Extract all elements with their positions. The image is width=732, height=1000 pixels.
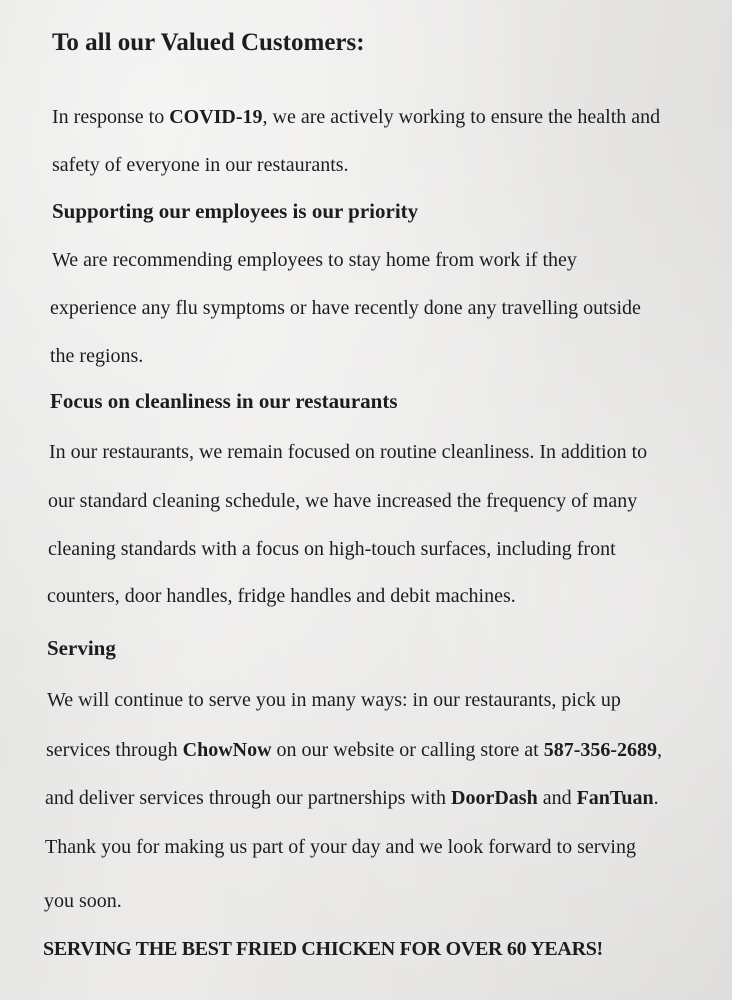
- employees-line-2: experience any flu symptoms or have recently done any travelling outside: [50, 297, 641, 319]
- serving-text: .: [653, 787, 659, 809]
- notice-title: To all our Valued Customers:: [52, 29, 365, 56]
- covid-term: COVID-19: [169, 106, 263, 128]
- store-phone-number: 587-356-2689: [543, 739, 658, 761]
- serving-heading: Serving: [47, 636, 116, 660]
- cleanliness-heading: Focus on cleanliness in our restaurants: [50, 389, 398, 413]
- serving-text: on our website or calling store at: [271, 739, 544, 761]
- intro-line-1: [52, 105, 660, 129]
- slogan: SERVING THE BEST FRIED CHICKEN FOR OVER 60 YEARS!: [43, 938, 603, 960]
- serving-text: ,: [657, 739, 663, 761]
- cleanliness-line-2: our standard cleaning schedule, we have increased the frequency of many: [48, 490, 638, 512]
- cleanliness-line-3: cleaning standards with a focus on high-touch surfaces, including front: [48, 538, 616, 560]
- serving-text: and: [537, 787, 577, 809]
- serving-text: and deliver services through our partnerships with: [45, 787, 452, 809]
- serving-text: services through: [46, 739, 183, 761]
- intro-line-2: safety of everyone in our restaurants.: [52, 154, 349, 176]
- doordash-name: DoorDash: [451, 787, 538, 809]
- chownow-name: ChowNow: [182, 739, 272, 761]
- serving-line-2: [46, 738, 662, 762]
- cleanliness-line-4: counters, door handles, fridge handles and debit machines.: [47, 585, 516, 607]
- intro-text: , we are actively working to ensure the health and: [262, 106, 661, 128]
- serving-line-3: [45, 786, 659, 810]
- fantuan-name: FanTuan: [576, 787, 654, 809]
- cleanliness-line-1: In our restaurants, we remain focused on routine cleanliness. In addition to: [49, 441, 648, 463]
- serving-line-1: We will continue to serve you in many ways: in our restaurants, pick up: [47, 689, 621, 711]
- serving-line-4: Thank you for making us part of your day and we look forward to serving: [45, 836, 636, 858]
- employees-line-1: We are recommending employees to stay home from work if they: [52, 249, 577, 271]
- serving-line-5: you soon.: [44, 890, 122, 912]
- intro-text: In response to: [52, 106, 170, 128]
- employees-line-3: the regions.: [50, 345, 144, 367]
- employees-heading: Supporting our employees is our priority: [52, 199, 419, 223]
